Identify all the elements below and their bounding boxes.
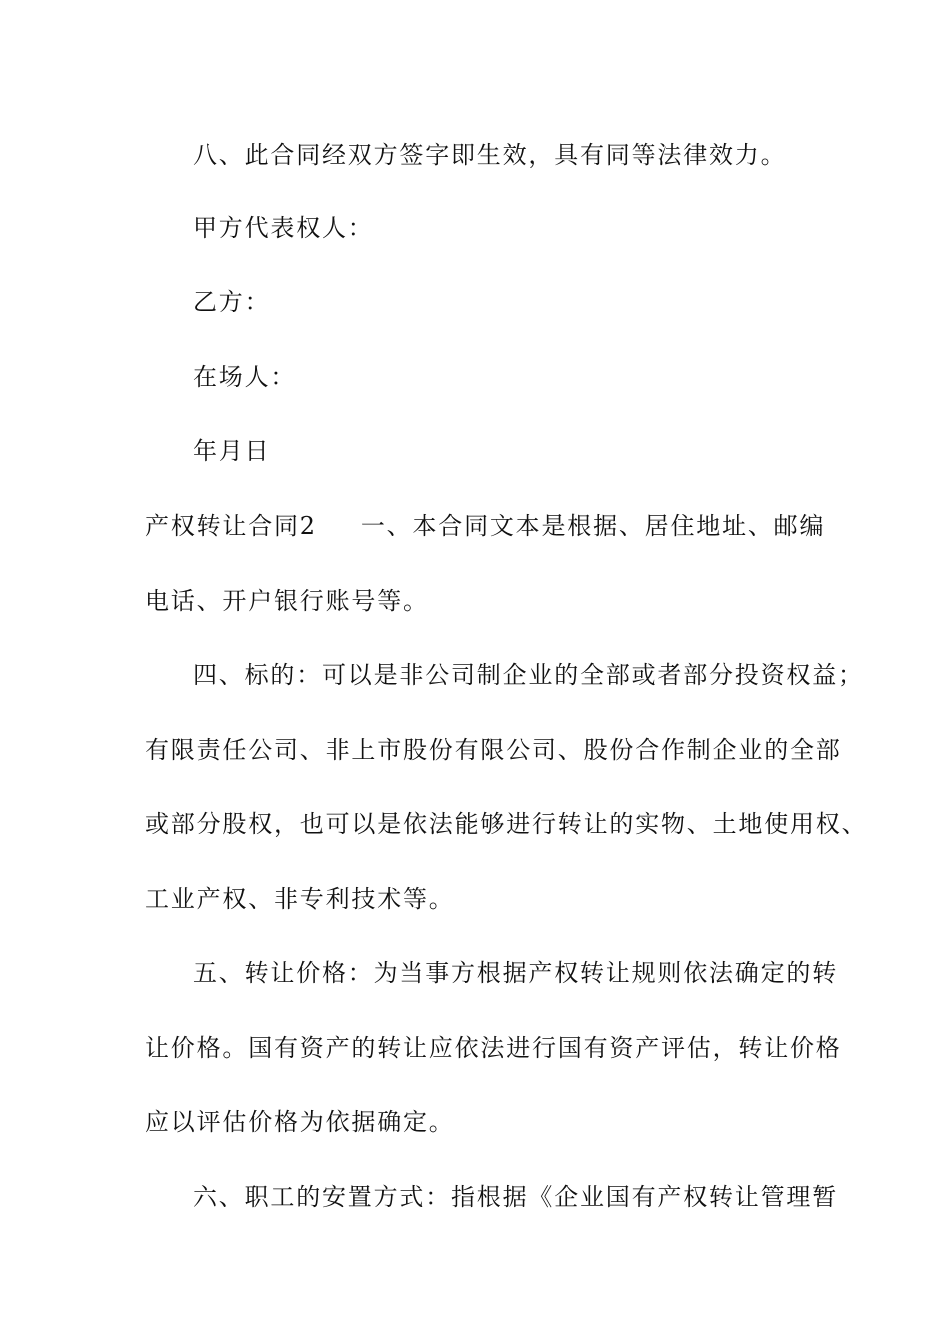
contract-title: 产权转让合同2 (145, 512, 317, 540)
clause-1-start: 一、本合同文本是根据、居住地址、邮编 (360, 512, 826, 540)
clause-5-line-1: 五、转让价格：为当事方根据产权转让规则依法确定的转 (193, 959, 838, 987)
clause-4-line-2: 有限责任公司、非上市股份有限公司、股份合作制企业的全部 (145, 736, 842, 764)
clause-6-line-1: 六、职工的安置方式：指根据《企业国有产权转让管理暂 (193, 1183, 838, 1211)
clause-1-continuation: 电话、开户银行账号等。 (145, 587, 429, 615)
date-line: 年月日 (193, 437, 271, 465)
clause-5-line-2: 让价格。国有资产的转让应依法进行国有资产评估，转让价格 (145, 1034, 842, 1062)
clause-8-line: 八、此合同经双方签字即生效，具有同等法律效力。 (193, 141, 787, 169)
witness-line: 在场人： (193, 363, 297, 391)
clause-4-line-4: 工业产权、非专利技术等。 (145, 885, 455, 913)
clause-5-line-3: 应以评估价格为依据确定。 (145, 1108, 455, 1136)
party-b-signature-line: 乙方： (193, 288, 271, 316)
clause-4-line-3: 或部分股权，也可以是依法能够进行转让的实物、土地使用权、 (145, 810, 868, 838)
section-heading-line (145, 511, 845, 541)
clause-4-line-1: 四、标的：可以是非公司制企业的全部或者部分投资权益； (193, 661, 864, 689)
party-a-signature-line: 甲方代表权人： (193, 214, 374, 242)
